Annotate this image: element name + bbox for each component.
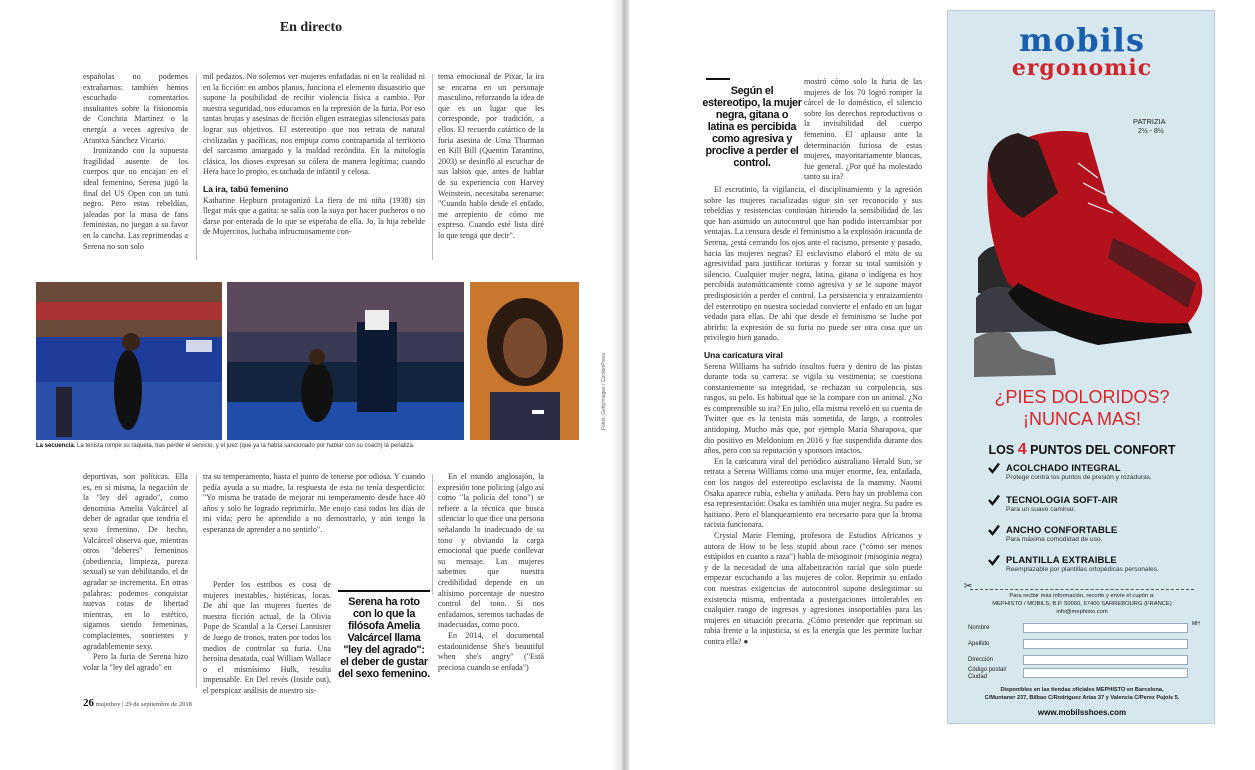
points-title: [948, 441, 1216, 459]
feature-desc: Protege contra los puntos de presión y rozaduras.: [1006, 474, 1152, 481]
paragraph: Katharine Hepburn protagonizó La fiera de mi niña (1938) sin llegar más que a gatita: se salía con la suya por hacer pucheros o no darse por enterada de lo que se esperaba de ella. Jo, la hija rebelde de Mujercitos, luchaba infructuosamente con-: [203, 195, 425, 237]
column-divider: [432, 74, 433, 260]
paragraph: Crystal Marie Fleming, profesora de Estudios Africanos y autora de How to be less stupid about race ("cómo ser menos estúpidos en cuanto a raza") habla de misoginoir (misoginia negra) y de la necesidad de una alfabetización racial que solo puede empezar escuchando a las mujeres de color. Reprimir su enfado con nuestras exigencias de autocontrol supone deslegitimar su existencia misma, enfrentada a postergaciones intolerables en cualquier rango de ingresos y agresiones insoportables para las mujeres en situación precaria. ¿Cómo pretender que repriman su rabia frente a la injusticia, si es la energía que les permite luchar contra ella? ●: [704, 531, 922, 646]
left-col3-top: [438, 72, 544, 262]
feature-desc: Reemplazable por plantillas ortopédicas personales.: [1006, 566, 1159, 573]
feature-title: ANCHO CONFORTABLE: [1006, 525, 1118, 536]
paragraph: En 2014, el documental estadounidense She's beautiful when she's angry" ("Está preciosa cuando se enfada"): [438, 630, 544, 672]
feature-item: [1006, 463, 1152, 481]
left-col2-bottom: [203, 472, 425, 577]
folio: [83, 697, 192, 709]
paragraph: En la caricatura viral del periódico australiano Herald Sun, se retrata a Serena Williams como una mujer enorme, fea, enfadada, con los rasgos del estereotipo esclavista de la mammy. Naomi Osaka aparece rubia, esbelta y aniñada. Pero hay un problema con esa representación: Osaka es también una mujer negra. Su padre es haitiano. Pero el blanqueamiento era necesario para que la broma racista funcionara.: [704, 456, 922, 530]
paragraph: españolas no podemos extrañarnos: también hemos escuchado comentarios insultantes sobre la fisionomía de Conchita Martínez o la energía a veces agresiva de Arantxa Sánchez Vicario.: [83, 72, 188, 145]
checkmark-icon: [988, 494, 1000, 506]
checkmark-icon: [988, 462, 1000, 474]
paragraph: mil pedazos. No solemos ver mujeres enfadadas ni en la realidad ni en la ficción: en ambos planos, funciona el elemento disuasorio que supone la posibilidad de recibir violencia física a cambio. Por nuestra seguridad, nos educamos en la represión de la furia. Por eso tantas brujas y asesinas de ficción eligen estrategias silenciosas para lograr sus objetivos. El estereotipo que nos retrata de natural civilizadas y pacíficas, nos empuja como contrapartida al territorio del sarcasmo amargado y la maldad recóndita. En la mitología clásica, los dioses expresan su cólera de manera legítima; cuando Hera hace lo propio, es tachada de infantil y celosa.: [203, 72, 425, 177]
form-label-apellido: Apellido: [968, 641, 990, 647]
coupon-address: MEPHISTO / MOBILS, B.P. 50060, 57400 SARREBOURG (FRANCE): [992, 601, 1172, 607]
paragraph: Ironizando con la supuesta fragilidad ausente de los cuerpos que no encajan en el ideal femenino, Serena jugó la final del US Open con un tutú negro. Pero estas rebeldías, jaleadas por la masa de fans feministas, no juegan a su favor en la cancha. Las reprimendas a Serena no son solo: [83, 146, 188, 251]
left-col3-bottom: [438, 472, 544, 694]
paragraph: deportivas, son políticas. Ella es, en sí misma, la negación de la "ley del agrado", como denomina Amelia Valcárcel al deber de agradar que tendría el sexo femenino. De hecho, Valcárcel observa que, mientras otros "deberes" femeninos (obediencia, limpieza, pureza sexual) se van debilitando, el de agradar se incrementa. En otras palabras: podemos conquistar nuevas cotas de libertad mientras, en lo estético, sigamos siendo femeninas, complacientes, sonrientes y agradablemente sexy.: [83, 472, 188, 651]
checkmark-icon: [988, 524, 1000, 536]
photo-illustration: [36, 282, 222, 440]
checkmark-icon: [988, 554, 1000, 566]
pull-quote: Según el estereotipo, la mujer negra, gitana o latina es percibida como agresiva y proclive a perder el control.: [702, 85, 802, 169]
column-divider: [196, 74, 197, 260]
paragraph: tema emocional de Pixar, la ira se encarna en un personaje masculino, reforzando la idea de que es un lugar que les corresponde, por tradición, a ellos. El recuerdo catártico de la furia asesina de Uma Thurman en Kill Bill (Quentin Tarantino, 2003) se desinfló al escuchar de sus labios que, antes de hablar de su experiencia con Harvey Weinstein, necesitaba serenarse: "Cuando hablo desde el enfado, me arrepiento de cómo me expreso. Cuando esté lista diré lo que tenga que decir".: [438, 72, 544, 240]
section-title: En directo: [279, 20, 343, 35]
right-col-main: [704, 185, 922, 695]
headline-1: ¿PIES DOLORIDOS?: [994, 387, 1170, 407]
points-number: 4: [1017, 441, 1027, 458]
feature-item: [1006, 555, 1159, 573]
photo-credit: Fotos: GettyImages / CordonPress.: [601, 351, 607, 430]
nombre-field[interactable]: [1023, 623, 1188, 633]
coupon-cut-line: [970, 589, 1194, 590]
photo-illustration: [470, 282, 579, 440]
column-divider: [432, 474, 433, 594]
feature-title: PLANTILLA EXTRAIBLE: [1006, 555, 1117, 566]
left-col1-top: [83, 72, 188, 262]
brand-logo-ergonomic: ergonomic: [1011, 55, 1153, 81]
ad-website: www.mobilsshoes.com: [1037, 708, 1127, 717]
paragraph: El escrutinio, la vigilancia, el disciplinamiento y la agresión sobre las mujeres racializadas sigue sin ser reconocido y sus rebeldías y resistencias continúan hiriendo la sensibilidad de las que han asumido un autocontrol que han podido intercambiar por ventajas. La censura desde el feminismo a la explosión iracunda de Serena, ¿está cerrando los ojos ante el racismo, presente y pasado, hacia las mujeres negras? El esclavismo elaboró el mito de su agresividad para justificar torturas y forzar su total sumisión y silencio. Cualquier mujer negra, latina, gitana o indígena es hoy percibida automáticamente como agresiva y se le supone mayor predisposición a perder el control. La persistencia y enraizamiento del estereotipo en nuestra sociedad convierte el enfado en un lugar vedado para ellas. De ahí que desde el feminismo se luche por abrirlo: la expresión de su furia no puede ser otra cosa que un privilegio bien ganado.: [704, 185, 922, 343]
ciudad-field[interactable]: [1023, 668, 1188, 678]
photo-umpire-chair: [227, 282, 464, 440]
page-number: 26: [83, 697, 94, 709]
photo-illustration: [227, 282, 464, 440]
left-col1-bottom: [83, 472, 188, 694]
right-page: [601, 0, 1255, 770]
photo-caption: [36, 443, 576, 449]
subheading: Una caricatura viral: [704, 349, 783, 360]
feature-item: [1006, 495, 1118, 513]
advertisement: [947, 10, 1215, 724]
column-divider: [196, 474, 197, 688]
paragraph: Perder los estribos es cosa de mujeres inestables, histéricas, locas. De ahí que las mujeres fuertes de nuestra ficción actual, de la Olivia Pope de Scandal a la Cersei Lannister de Juego de tronos, traten por todos los medios de controlar su furia. Una heroína desatada, cual William Wallace o el mismísimo Hulk, resulta impensable. En Del revés (Inside out), el perspicaz análisis de nuestro sis-: [203, 580, 331, 695]
form-label-ciudad: Código postal/ Ciudad: [968, 667, 1007, 680]
form-mh-label: MH: [1192, 621, 1200, 627]
paragraph: mostró cómo solo la furia de las mujeres de los 70 logró romper la cárcel de lo doméstico, el silencio sobre los derechos reproductivos o la invisibilidad del cuerpo femenino. El aplauso ante la determinación furiosa de estas mujeres, mayoritariamente blancas, fue general. ¿Por qué ha molestado tanto su ira?: [804, 77, 922, 182]
form-label-direccion: Dirección: [968, 657, 994, 663]
points-title-a: LOS: [988, 443, 1015, 457]
paragraph: En el mundo anglosajón, la expresión tone policing (algo así como "la policía del tono") se refiere a la técnica que busca silenciar lo que dice una persona señalando lo inadecuado de su tono y obviando la carga emocional que puede conllevar su mensaje. Las mujeres sabemos que nuestra credibilidad depende en un altísimo porcentaje de nuestro control del tono. Si nos enfadamos, seremos tachadas de inadecuadas, como poco.: [438, 472, 544, 630]
folio-text: mujerhoy | 29 de septiembre de 2018: [95, 701, 192, 708]
direccion-field[interactable]: [1023, 655, 1188, 665]
paragraph: Serena Williams ha sufrido insultos fuera y dentro de las pistas durante toda su carrera: se vigila su vestimenta; se cuestiona constantemente su integridad, se rechazan su corpulencia, sus rasgos, su pelo. Es habitual que se la compare con un animal. ¿No es comprensible su ira? En julio, ella misma reveló en su cuenta de Twitter que es la tenista más sometida, de largo, a controles antidoping. Mucho más que, por ejemplo María Sharapova, que dio positivo en Meldonium en 2016 y fue suspendida durante dos años, pero con su reputación y sponsors intactos.: [704, 361, 922, 456]
points-title-b: PUNTOS DEL CONFORT: [1030, 443, 1176, 457]
feature-title: TECNOLOGIA SOFT-AIR: [1006, 495, 1118, 506]
scissors-icon: ✂: [964, 581, 973, 592]
paragraph: tra su temperamento, hasta el punto de tenerse por odiosa. Y cuando pedía ayuda a su madre, la respuesta de esta no tenía desperdicio: "Yo misma he tratado de mejorar mi temperamento desde hace 40 años y solo he logrado reprimirlo. Me enojo casi todos los días de mi vida; pero he aprendido a no demostrarlo, y aún tengo la esperanza de aprender a no sentirlo".: [203, 472, 425, 534]
feature-desc: Para máxima comodidad de uso.: [1006, 536, 1103, 543]
feature-title: ACOLCHADO INTEGRAL: [1006, 463, 1121, 474]
caption-bold: La secuencia.: [36, 443, 76, 449]
form-label-nombre: Nombre: [968, 625, 990, 631]
right-col-top: [804, 77, 922, 182]
model-sizes: 2½ - 8½: [1138, 128, 1164, 135]
left-col2-top: [203, 72, 425, 262]
coupon-email: info@mephisto.com: [1056, 609, 1108, 615]
pullquote-rule: [706, 78, 730, 80]
model-name: PATRIZIA: [1133, 117, 1166, 126]
headline-2: ¡NUNCA MAS!: [1022, 409, 1141, 429]
stores-line-1: Disponibles en las tiendas oficiales MEPHISTO en Barcelona,: [1000, 687, 1164, 693]
shoe-illustration: [948, 83, 1216, 393]
brand-logo-mobils: mobils: [1019, 21, 1145, 59]
subheading: La ira, tabú femenino: [203, 183, 289, 194]
photo-serena-portrait: [470, 282, 579, 440]
coupon-text: Para recibir más información, recorte y envíe el cupón a:: [1009, 593, 1155, 599]
stores-line-2: C/Muntaner 237, Bilbao C/Rodriguez Arias 37 y Valencia C/Perez Pujols 5.: [984, 695, 1180, 701]
photo-serena-court: [36, 282, 222, 440]
left-page: [0, 0, 622, 770]
shoe-product-image: [948, 83, 1216, 393]
feature-item: [1006, 525, 1117, 543]
left-col2b-bottom: [203, 580, 331, 695]
apellido-field[interactable]: [1023, 639, 1188, 649]
caption-text: La tenista rompe su raqueta, tras perder el servicio, y el juez (que ya la había sancionado por hablar con su coach) la penaliza.: [77, 443, 415, 449]
paragraph: Pero la furia de Serena hizo volar la "ley del agrado" en: [83, 652, 188, 672]
pull-quote: Serena ha roto con lo que la filósofa Amelia Valcárcel llama "ley del agrado": el deber de gustar del sexo femenino.: [338, 590, 430, 680]
feature-desc: Para un suave caminar.: [1006, 506, 1076, 513]
